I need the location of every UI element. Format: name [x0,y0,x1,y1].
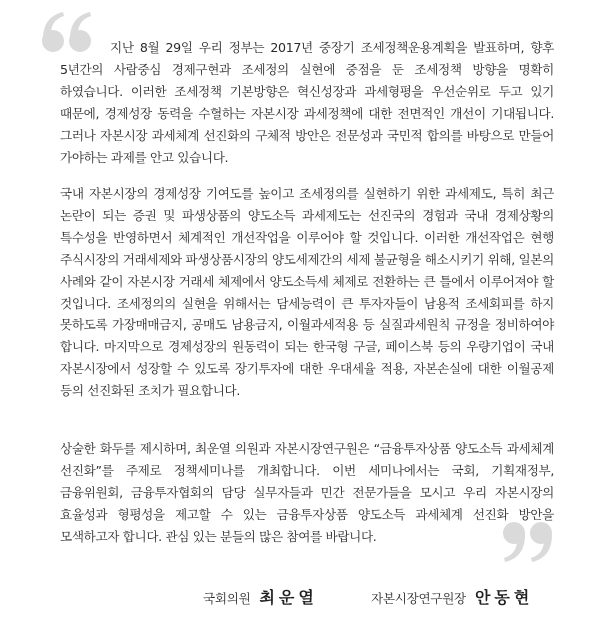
paragraph-invitation: 상술한 화두를 제시하며, 최운열 의원과 자본시장연구원은 “금융투자상품 양도소득 과세체계 선진화”를 주제로 정책세미나를 개최합니다. 이번 세미나에서는 국회, 기획재정부, 금융위원회, 금융투자협회의 담당 실무자들과 민간 전문가들을 모시고 우리 자본시장의 효율성과 형평성을 제고할 수 있는 금융투자상품 양도소득 과세체계 선진화 방안을 모색하고자 합니다. 관심 있는 분들의 많은 참여를 바랍니다. [60,441,554,544]
close-quote-icon [500,520,554,564]
signature-name: 최운열 [259,588,318,607]
paragraph-body: 국내 자본시장의 경제성장 기여도를 높이고 조세정의를 실현하기 위한 과세제도, 특히 최근 논란이 되는 증권 및 파생상품의 양도소득 과세제도는 선진국의 경험과 국내 경제상황의 특수성을 반영하면서 체계적인 개선작업을 이루어야 할 것입니다. 이러한 개선작업은 현행 주식시장의 거래세제와 파생상품시장의 양도세제간의 세제 불균형을 해소시키기 위해, 일본의 사례와 같이 자본시장 거래세 체제에서 양도소득세 체제로 전환하는 큰 틀에서 이루어져야 할 것입니다. 조세정의의 실현을 위해서는 담세능력이 큰 투자자들이 남용적 조세회피를 하지 못하도록 가장매매금지, 공매도 남용금지, 이월과세적용 등 실질과세원칙 규정을 정비하여야 합니다. 마지막으로 경제성장의 원동력이 되는 한국형 구글, 페이스북 등의 우량기업이 국내 자본시장에서 성장할 수 있도록 장기투자에 대한 우대세율 적용, 자본손실에 대한 이월공제 등의 선진화된 조치가 필요합니다. [60,186,554,399]
signature-name: 안동현 [474,588,534,607]
signature-title: 자본시장연구원장 [371,591,466,606]
signature-member [203,585,318,609]
signature-title: 국회의원 [203,591,251,606]
signature-president [371,585,533,609]
paragraph-intro: 지난 8월 29일 우리 정부는 2017년 중장기 조세정책운용계획을 발표하며, 향후 5년간의 사람중심 경제구현과 조세정의 실현에 중점을 둔 조세정책 방향을 명확히 하였습니다. 이러한 조세정책 기본방향은 혁신성장과 과세형평을 우선순위로 두고 있기 때문에, 경제성장 동력을 수혈하는 자본시장 과세정책에 대한 전면적인 개선이 기대됩니다. 그러나 자본시장 과세체계 선진화의 구체적 방안은 전문성과 국민적 합의를 바탕으로 만들어 가야하는 과제를 안고 있습니다. [60,40,554,165]
